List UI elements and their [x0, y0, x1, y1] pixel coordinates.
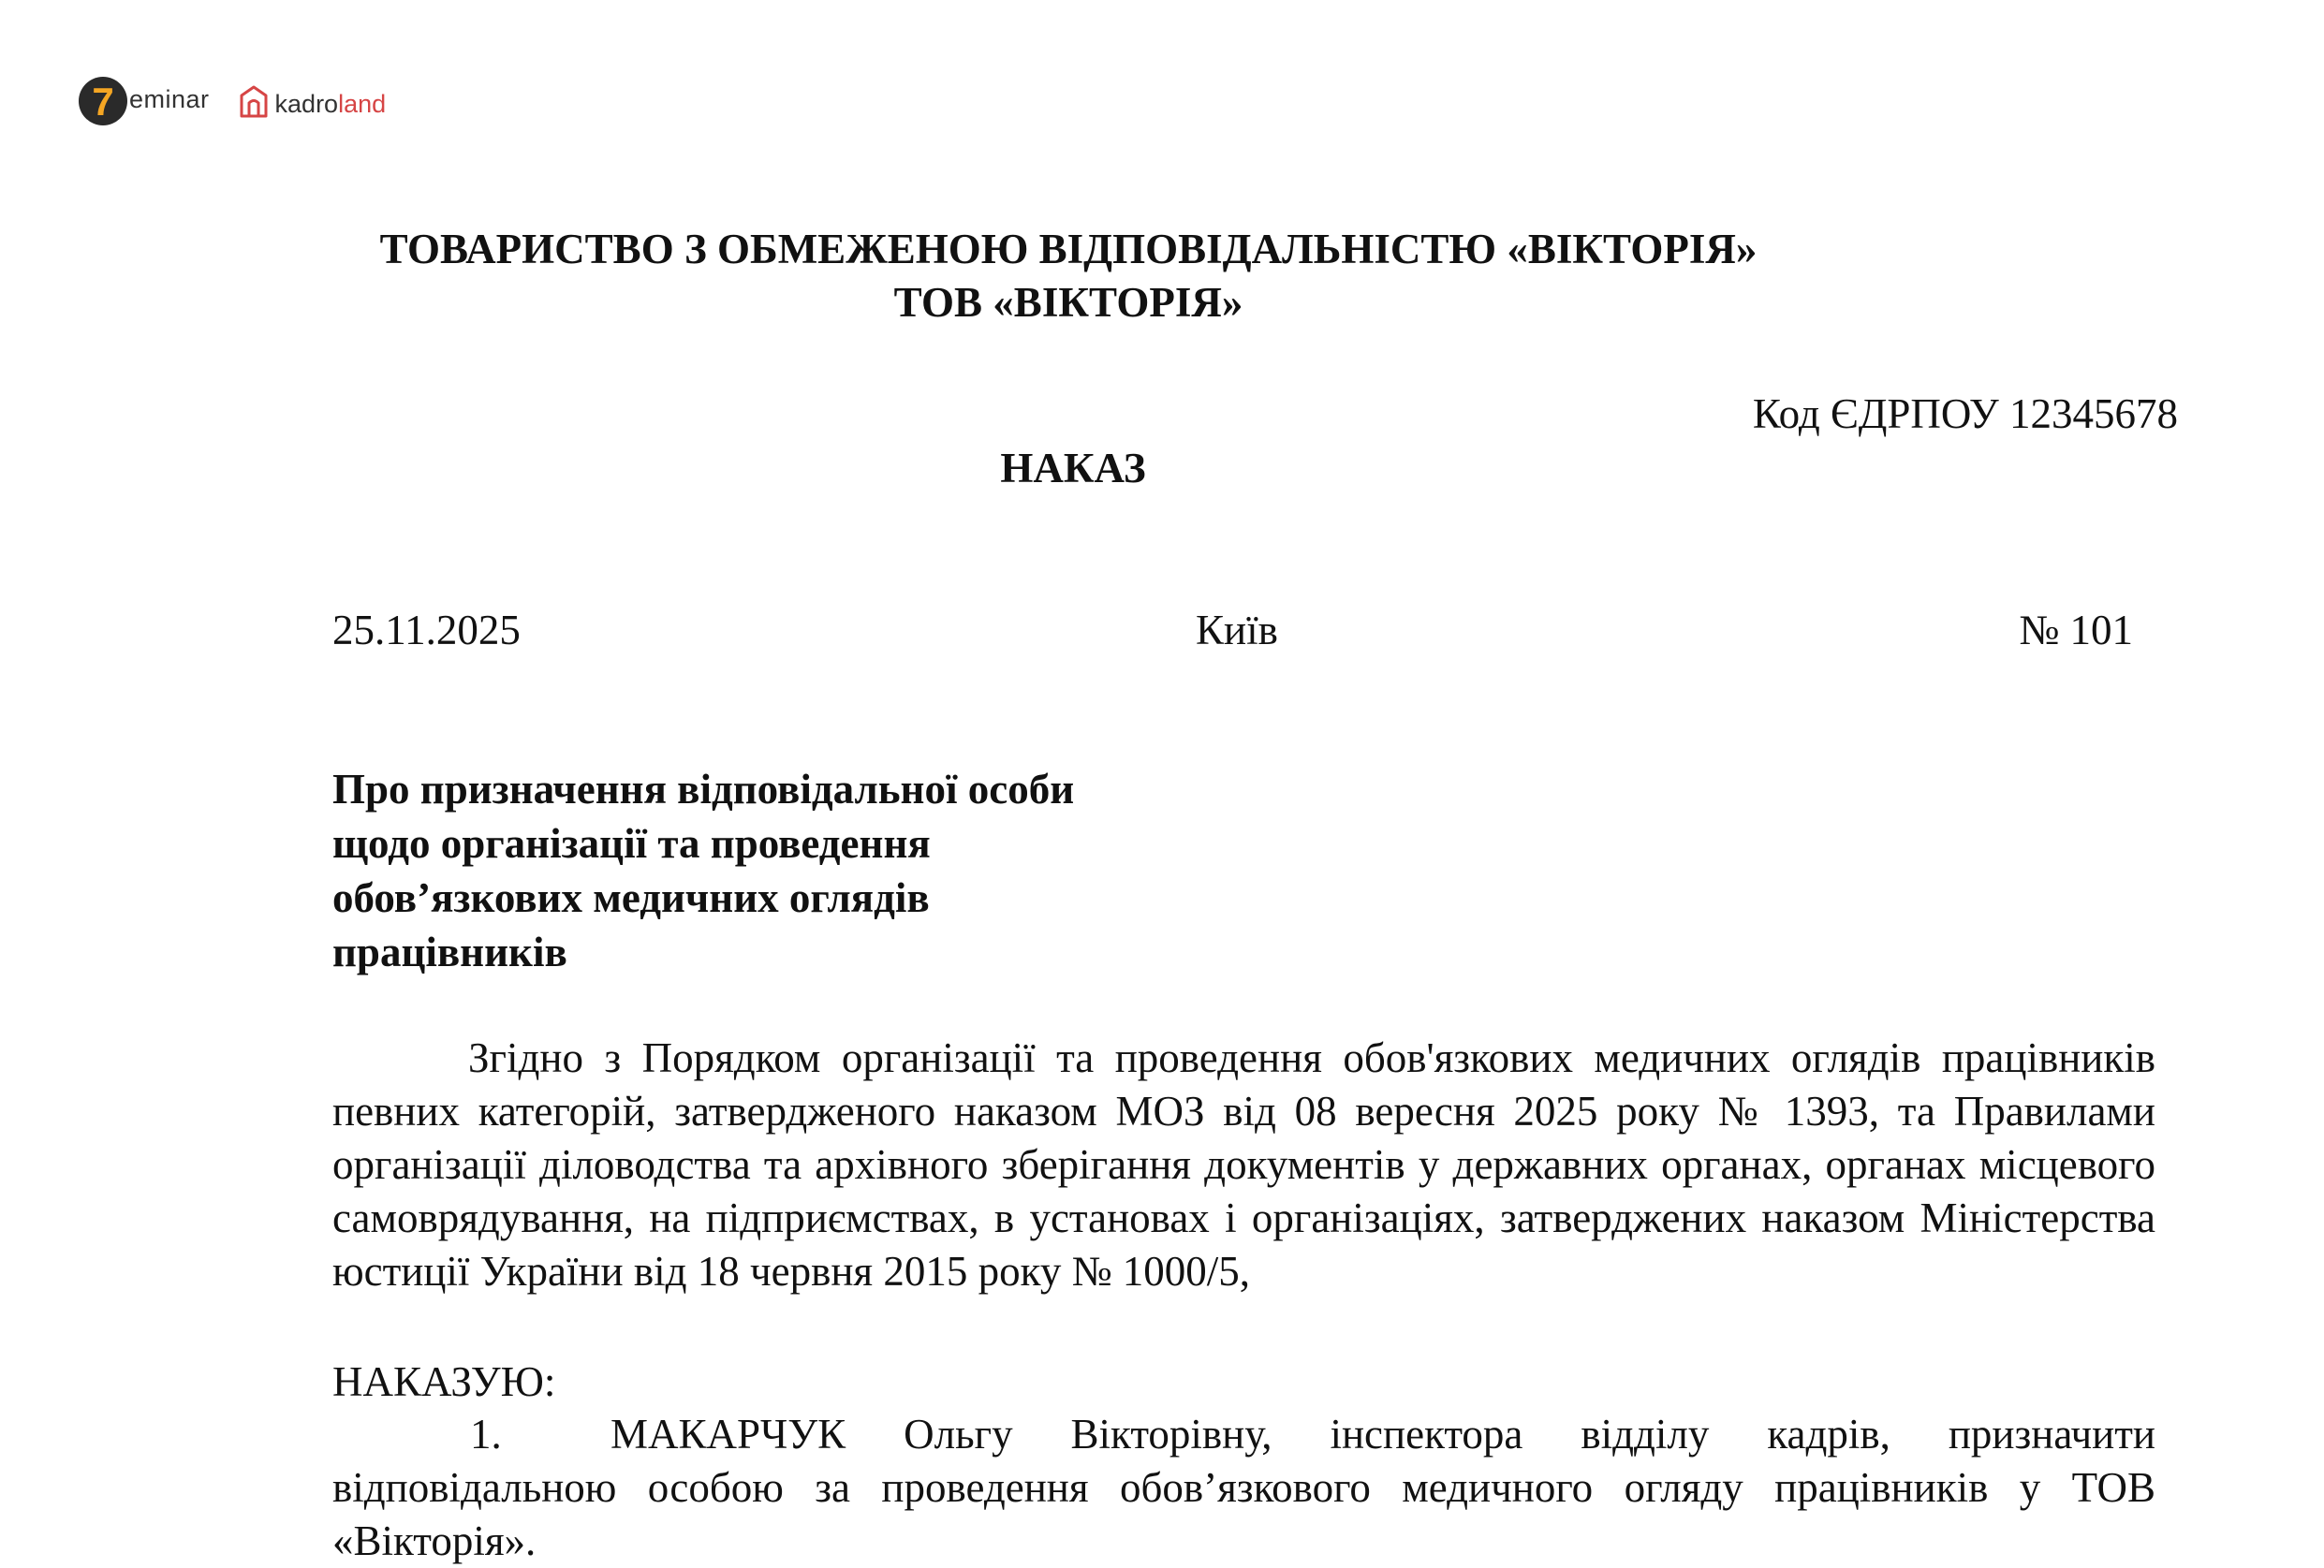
- seminar-logo: [79, 77, 210, 125]
- edrpou-code: Код ЄДРПОУ 12345678: [1752, 390, 2178, 437]
- preamble-paragraph: Згідно з Порядком організації та проведення обов'язкових медичних оглядів працівників певних категорій, затвердженого наказом МОЗ від 08 вересня 2025 року № 1393, та Правилами організації діловодства та архівного зберігання документів у державних органах, органах місцевого самоврядування, на підприємствах, в установах і організаціях, затверджених наказом Міністерства юстиції України від 18 червня 2015 року № 1000/5,: [332, 1034, 2155, 1295]
- seminar-logo-mark: [79, 77, 127, 125]
- seminar-logo-text: eminar: [129, 84, 210, 113]
- kadroland-logo-text: [275, 90, 387, 119]
- order-subject: Про призначення відповідальної особи щодо організації та проведення обов’язкових медичних оглядів працівників: [332, 766, 1075, 975]
- kadroland-text-b: land: [338, 89, 387, 118]
- order-item-number: 1.: [470, 1411, 502, 1458]
- kadroland-house-icon: [238, 84, 270, 118]
- order-number: № 101: [2019, 607, 2133, 653]
- organization-short-name: ТОВ «ВІКТОРІЯ»: [893, 279, 1243, 326]
- order-item-text: МАКАРЧУК Ольгу Вікторівну, інспектора відділу кадрів, призначити відповідальною особою за проведення обов’язкового медичного огляду працівників у ТОВ «Вікторія».: [332, 1411, 2155, 1564]
- document-type-title: НАКАЗ: [1000, 445, 1146, 491]
- order-keyword: НАКАЗУЮ:: [332, 1358, 556, 1405]
- header-logos: [79, 75, 386, 127]
- kadroland-logo: [238, 84, 387, 119]
- kadroland-text-a: kadro: [274, 89, 339, 118]
- order-city: Київ: [1196, 607, 1278, 653]
- organization-full-name: ТОВАРИСТВО З ОБМЕЖЕНОЮ ВІДПОВІДАЛЬНІСТЮ «ВІКТОРІЯ»: [379, 226, 1758, 272]
- order-date: 25.11.2025: [332, 607, 521, 653]
- order-item: [332, 1408, 2155, 1568]
- seminar-logo-digit: 7: [92, 80, 114, 124]
